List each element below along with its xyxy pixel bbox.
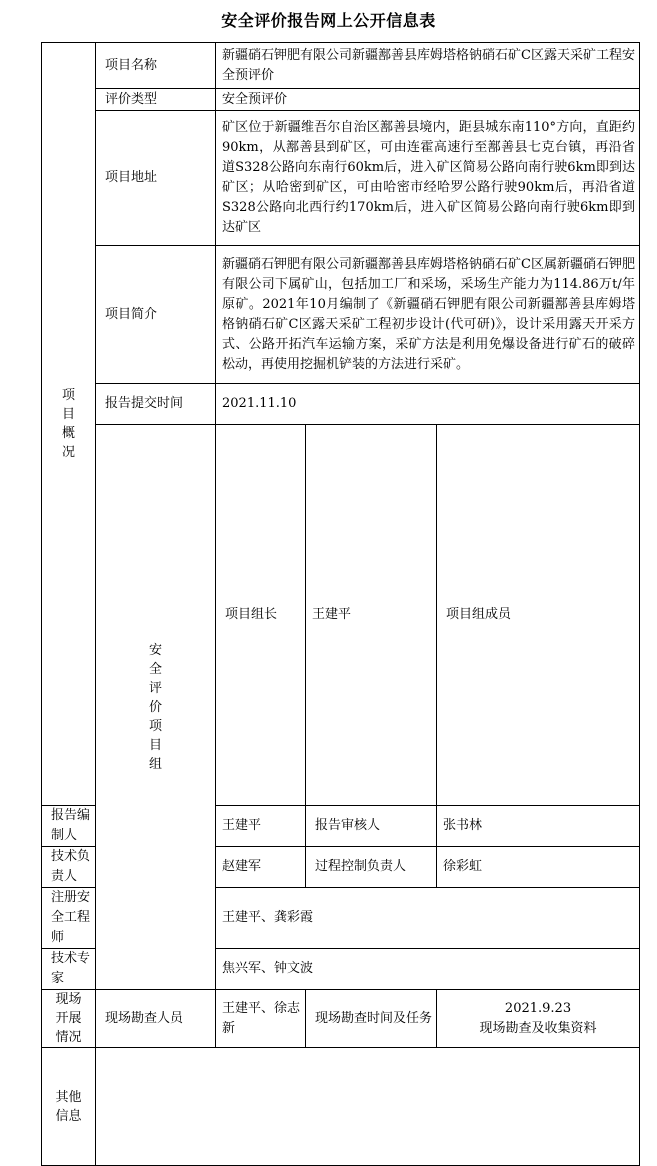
eval-type-label: 评价类型 — [96, 89, 216, 111]
row-intro — [42, 246, 640, 384]
project-name-value: 新疆硝石钾肥有限公司新疆鄯善县库姆塔格钠硝石矿C区露天采矿工程安全预评价 — [216, 43, 640, 89]
site-task: 现场勘查及收集资料 — [479, 1020, 597, 1036]
intro-value: 新疆硝石钾肥有限公司新疆鄯善县库姆塔格钠硝石矿C区属新疆硝石钾肥有限公司下属矿山，包括加工厂和采场，采场生产能力为114.86万t/年原矿。2021年10月编制了《新疆硝石钾肥有限公司新疆鄯善县库姆塔格钠硝石矿C区露天采矿工程初步设计(代可研)》，设计采用露天开采方式、公路开拓汽车运输方案，采矿方法是利用免爆设备进行矿石的破碎松动，再使用挖掘机铲装的方法进行采矿。 — [216, 246, 640, 384]
row-project-name — [42, 43, 640, 89]
address-label: 项目地址 — [96, 111, 216, 246]
expert-value: 焦兴军、钟文波 — [216, 949, 640, 990]
site-staff-value: 王建平、徐志新 — [216, 990, 306, 1048]
section-other — [42, 1048, 96, 1166]
section-site-label: 现场开展情况 — [55, 992, 82, 1045]
leader-label: 项目组长 — [216, 425, 306, 806]
compiler-value: 王建平 — [216, 806, 306, 847]
reviewer-value: 张书林 — [437, 806, 640, 847]
reviewer-label: 报告审核人 — [306, 806, 437, 847]
site-date: 2021.9.23 — [504, 1000, 572, 1016]
compiler-label: 报告编制人 — [42, 806, 96, 847]
tech-lead-value: 赵建军 — [216, 847, 306, 888]
row-site — [42, 990, 640, 1048]
site-staff-label: 现场勘查人员 — [96, 990, 216, 1048]
leader-value: 王建平 — [306, 425, 437, 806]
address-value: 矿区位于新疆维吾尔自治区鄯善县境内，距县城东南110°方向，直距约90km，从鄯善县到矿区，可由连霍高速行至鄯善县七克台镇，再沿省道S328公路向东南行60km后，进入矿区简易公路向南行驶6km即到达矿区；从哈密到矿区，可由哈密市经哈罗公路行驶90km后，再沿省道S328公路向北西行约170km后，进入矿区简易公路向南行驶6km即到达矿区 — [216, 111, 640, 246]
process-lead-value: 徐彩虹 — [437, 847, 640, 888]
engineer-value: 王建平、龚彩霞 — [216, 888, 640, 949]
engineer-label: 注册安全工程师 — [42, 888, 96, 949]
tech-lead-label: 技术负责人 — [42, 847, 96, 888]
eval-type-value: 安全预评价 — [216, 89, 640, 111]
section-overview-label: 项目概况 — [61, 388, 75, 460]
info-table — [41, 42, 640, 1166]
row-address — [42, 111, 640, 246]
row-leader — [42, 425, 640, 806]
intro-label: 项目简介 — [96, 246, 216, 384]
section-site — [42, 990, 96, 1048]
row-submit-time — [42, 384, 640, 425]
section-other-label: 其他信息 — [55, 1089, 82, 1124]
expert-label: 技术专家 — [42, 949, 96, 990]
members-label: 项目组成员 — [437, 425, 640, 806]
other-content — [96, 1048, 640, 1166]
row-eval-type — [42, 89, 640, 111]
submit-time-value: 2021.11.10 — [216, 384, 640, 425]
row-other — [42, 1048, 640, 1166]
project-name-label: 项目名称 — [96, 43, 216, 89]
site-time-task-value — [437, 990, 640, 1048]
section-team-label: 安全评价项目组 — [148, 642, 162, 772]
section-team — [96, 425, 216, 990]
submit-time-label: 报告提交时间 — [96, 384, 216, 425]
section-overview — [42, 43, 96, 806]
process-lead-label: 过程控制负责人 — [306, 847, 437, 888]
site-time-task-label: 现场勘查时间及任务 — [306, 990, 437, 1048]
page-title: 安全评价报告网上公开信息表 — [221, 11, 436, 30]
